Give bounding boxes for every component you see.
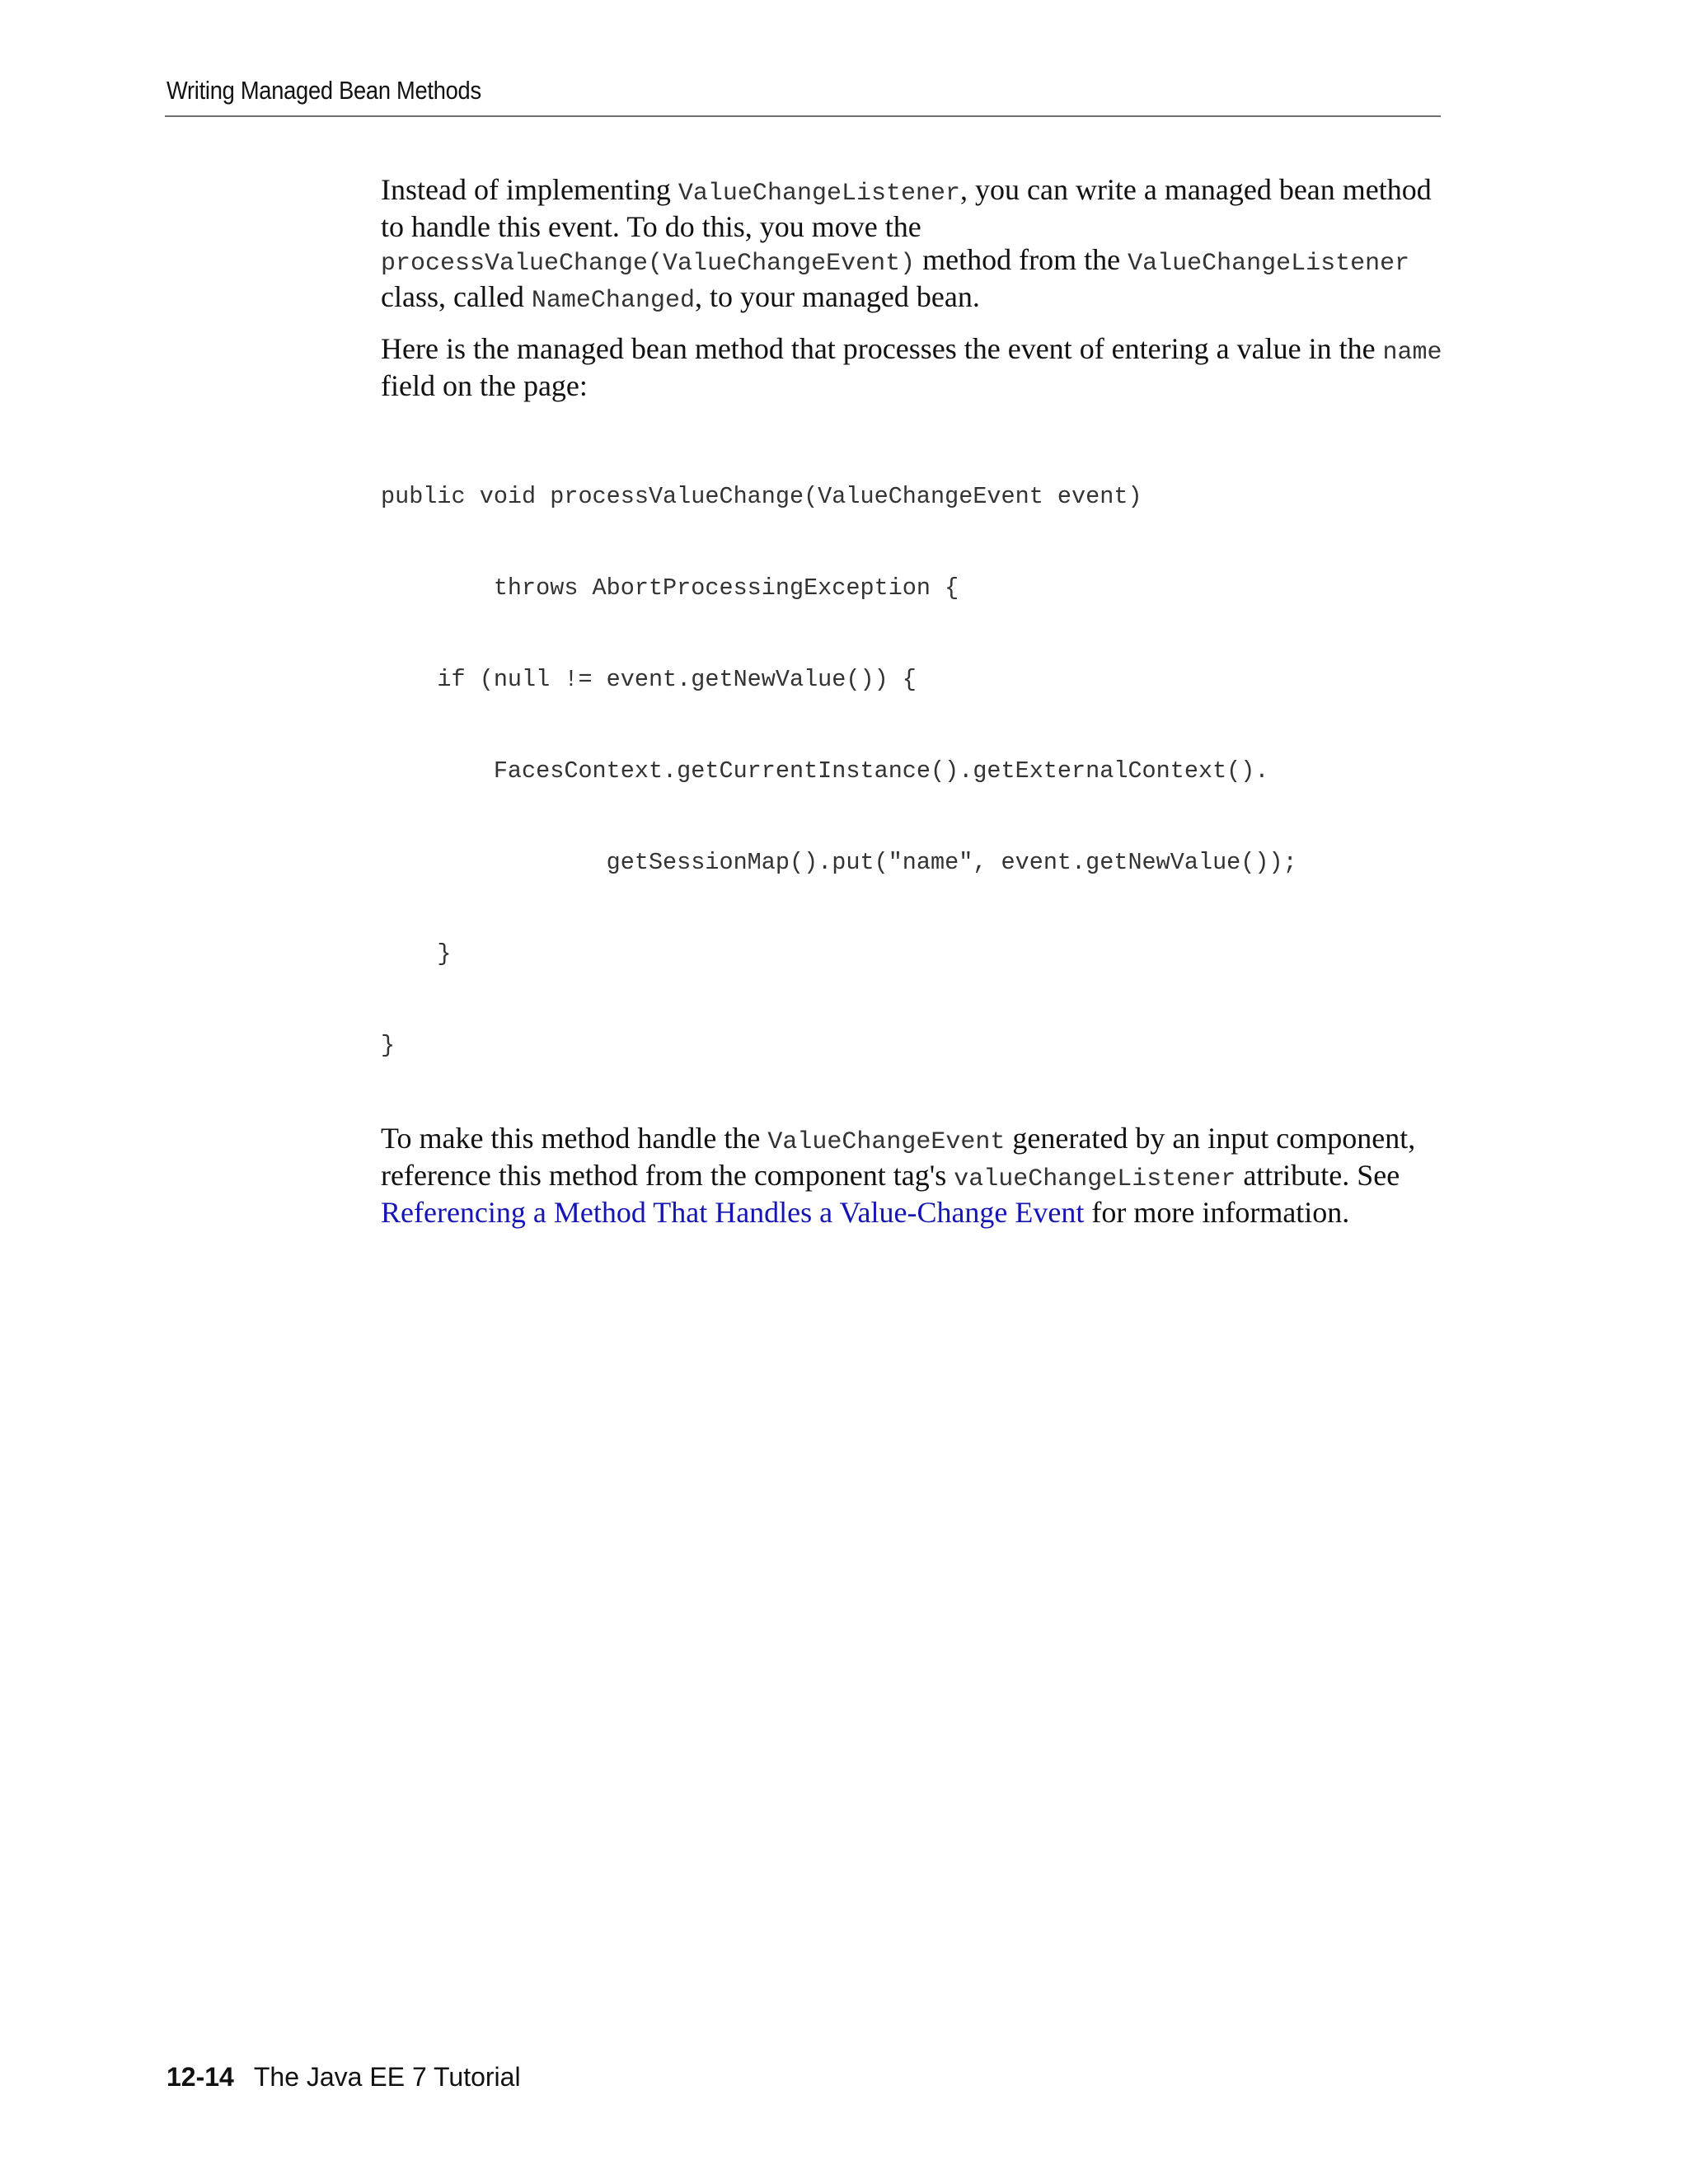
text-run: class, called [381,280,532,313]
text-run: Instead of implementing [381,173,678,206]
page-number: 12-14 [166,2062,234,2092]
text-run: , you can write a managed bean method to handle this event. To do this, you move the [381,173,1432,243]
paragraph-intro [381,173,1452,317]
text-run: , to your managed bean. [694,280,980,313]
text-run: for more information. [1084,1196,1350,1229]
text-run: method from the [915,243,1128,276]
page-footer [166,2062,521,2093]
code-line: FacesContext.getCurrentInstance().getExternalContext(). [381,757,1269,785]
inline-code: name [1382,339,1442,367]
text-run: field on the page: [381,369,588,402]
text-run: Here is the managed bean method that processes the event of entering a value in the [381,332,1383,365]
code-line: public void processValueChange(ValueChangeEvent event) [381,483,1142,510]
inline-code: NameChanged [531,287,695,315]
text-run: To make this method handle the [381,1122,768,1155]
inline-code: valueChangeListener [954,1165,1236,1193]
code-line: getSessionMap().put("name", event.getNewValue()); [381,849,1297,876]
text-run: generated by an input component, reference this method from the component tag's [381,1122,1416,1192]
book-title: The Java EE 7 Tutorial [253,2062,521,2092]
running-header: Writing Managed Bean Methods [166,76,481,105]
inline-code: ValueChangeEvent [767,1128,1006,1156]
inline-code: ValueChangeListener [678,180,960,208]
inline-code: processValueChange(ValueChangeEvent) [381,250,916,278]
paragraph-method-intro [381,332,1452,402]
header-rule [165,115,1441,117]
code-line: } [381,1032,396,1059]
code-line: throws AbortProcessingException { [381,574,959,602]
text-run: attribute. See [1236,1159,1400,1192]
code-line: if (null != event.getNewValue()) { [381,666,917,693]
code-line: } [381,940,452,968]
paragraph-usage [381,1122,1452,1229]
code-example [381,420,1452,1122]
inline-code: ValueChangeListener [1128,250,1410,278]
cross-reference-link[interactable]: Referencing a Method That Handles a Value-Change Event [381,1196,1085,1229]
body-text [381,173,1452,1229]
